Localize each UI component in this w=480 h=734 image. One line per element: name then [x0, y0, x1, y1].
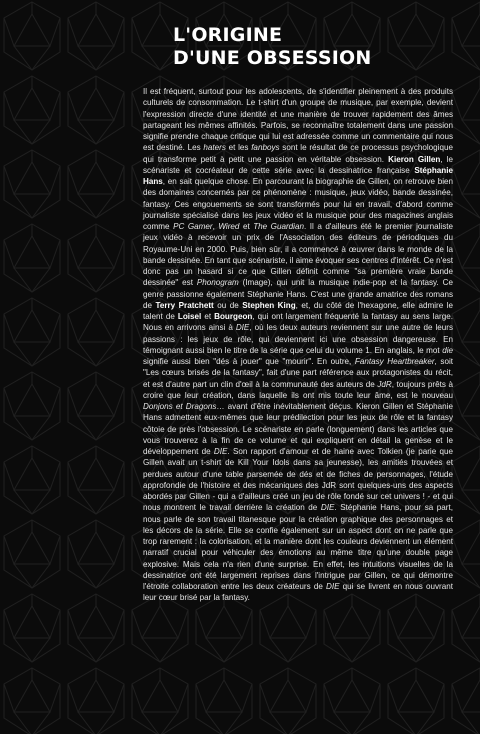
- page-title-line-2: D'UNE OBSESSION: [173, 47, 372, 69]
- bold-name: Stéphanie Hans: [143, 165, 453, 186]
- text-run: , où les deux auteurs reviennent sur une autre de leurs passions : les jeux de rôle, qui deviennent ici une obsession dangereuse. En témoignant aussi bien le titre de la série que celui du volume 1. En anglais, le mot: [143, 323, 453, 355]
- page-title: [173, 24, 371, 70]
- text-run: , qui ont largement fréquenté la fantasy au sens large. Nous en arrivons ainsi à: [143, 312, 453, 333]
- italic-title: Donjons et Dragons: [143, 402, 217, 411]
- italic-title: fanboys: [251, 143, 280, 153]
- text-run: , le scénariste et cocréateur de cette série avec la dessinatrice française: [143, 154, 453, 175]
- page-title-line-1: L'ORIGINE: [173, 24, 283, 46]
- text-run: . Il a d'ailleurs été le premier journaliste jeux vidéo à recevoir un prix de l'Association des éditeurs de périodiques du Royaume-Uni en 2000. Puis, bien sûr, il a commencé à œuvrer dans le monde de la bande dessinée. En tant que scénariste, il aime évoquer ses centres d'intérêt. Ce n'est donc pas un hasard si ce que Gillen définit comme "sa première vraie bande dessinée" est: [143, 222, 453, 288]
- bold-name: Loisel: [177, 312, 202, 321]
- italic-title: DIE: [213, 447, 228, 456]
- body-paragraph: [143, 86, 453, 604]
- italic-title: DIE: [320, 503, 335, 513]
- text-run: et les: [225, 143, 252, 153]
- text-run: signifie aussi bien "dés à jouer" que "mourir". En outre,: [143, 357, 355, 366]
- italic-title: die: [442, 345, 453, 355]
- bold-name: Kieron Gillen: [388, 154, 441, 164]
- text-run: , et, du côté de l'hexagone, elle admire le talent de: [143, 300, 453, 321]
- italic-title: DIE: [326, 582, 340, 591]
- text-run: qui se livrent en nous ouvrant leur cœur brisé par la fantasy.: [143, 582, 453, 603]
- text-run: . Stéphanie Hans, pour sa part, nous parle de son travail titanesque pour la création graphique des personnages et les décors de la série. Elle se confie également sur un aspect dont on ne parle que trop rarement : la colorisation, et la manière dont les couleurs deviennent un élément narratif crucial pour véhiculer des émotions au même titre qu'une double page explosive. Mais cela n'a rien d'une surprise. En effet, les intuitions visuelles de la dessinatrice ont été largement reprises dans l'intrigue par Gillen, ce qui démontre l'étroite collaboration entre les deux créateurs de: [143, 503, 453, 591]
- italic-title: PC Gamer: [173, 222, 213, 231]
- italic-title: Phonogram: [196, 278, 239, 288]
- text-run: . Son rapport d'amour et de haine avec Tolkien (je parie que Gillen avait un t-shirt de Kill Your Idols dans sa jeunesse), les amitiés trouvées et perdues autour d'une table parsemée de dés et de fiches de personnages, l'étude approfondie de l'histoire et des mécaniques des JdR sont quelques-uns des aspects abordés par Gillen - qui a d'ailleurs créé un jeu de rôle fondé sur cet univers ! - et qui nous montrent le travail derrière la création de: [143, 447, 453, 513]
- italic-title: Fantasy Heartbreaker: [354, 357, 435, 366]
- text-run: Il est fréquent, surtout pour les adolescents, de s'identifier pleinement à des produits culturels de consommation. Le t-shirt d'un groupe de musique, par exemple, devient l'expression directe d'une identité et une manière de trouver rapidement des âmes partageant les mêmes affinités. Parfois, se reconnaître totalement dans une passion signifie prendre chaque critique qui lui est adressée comme un commentaire qui nous est destiné. Les: [143, 87, 453, 153]
- bold-name: Stephen King: [242, 300, 296, 310]
- italic-title: DIE: [235, 323, 250, 333]
- text-run: , soit "Les cœurs brisés de la fantasy", fait d'une part référence aux protagonistes du récit, et est d'autre part un clin d'œil à la communauté des auteurs de: [143, 357, 454, 389]
- text-run: , toujours prêts à croire que leur création, dans laquelle ils ont mis toute leur âme, est le nouveau: [143, 379, 453, 400]
- italic-title: JdR: [377, 379, 392, 389]
- text-run: sont le résultat de ce processus psychologique qui transforme petit à petit une passion en véritable obsession.: [143, 143, 453, 164]
- text-run: et: [239, 222, 254, 231]
- bold-name: Terry Pratchett: [155, 300, 214, 310]
- bold-name: Bourgeon: [214, 312, 253, 321]
- text-run: et: [201, 312, 215, 321]
- italic-title: The Guardian: [253, 222, 304, 231]
- italic-title: Wired: [218, 222, 240, 231]
- text-run: … avant d'être inévitablement déçus. Kieron Gillen et Stéphanie Hans admettent eux-mêmes que leur prédilection pour les jeux de rôle et la fantasy côtoie de près l'obsession. Le scénariste en parle (longuement) dans les articles que vous trouverez à la fin de ce volume et qui expliquent en détail la genèse et le développement de: [143, 402, 453, 456]
- text-run: , en sait quelque chose. En parcourant la biographie de Gillen, on retrouve bien des domaines concernés par ce phénomène : musique, jeux vidéo, bande dessinée, fantasy. Ces engouements se sont transformés pour lui en travail, d'abord comme journaliste spécialisé dans les jeux vidéo et la musique pour des magazines anglais comme: [143, 177, 453, 231]
- text-run: (Image), qui unit la musique indie-pop et la fantasy. Ce genre passionne également Stéphanie Hans. C'est une grande amatrice des romans de: [143, 278, 453, 310]
- text-run: ou de: [213, 300, 243, 310]
- italic-title: haters: [203, 143, 226, 153]
- text-run: ,: [212, 222, 219, 231]
